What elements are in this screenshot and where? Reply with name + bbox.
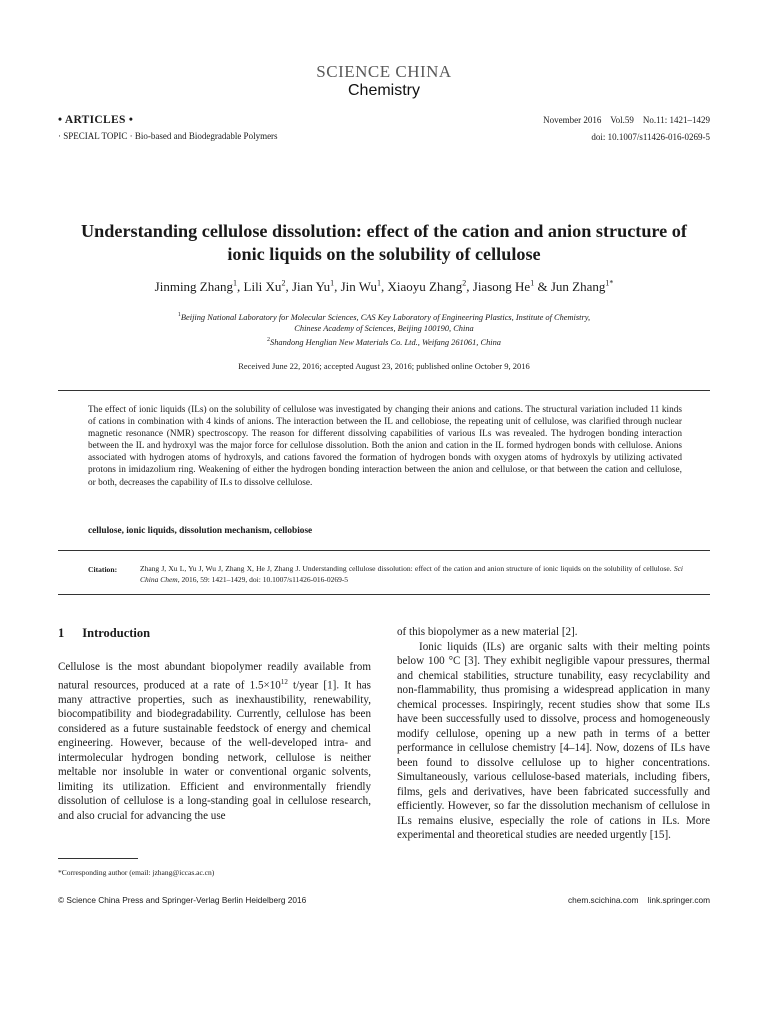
article-category: • ARTICLES • bbox=[58, 114, 134, 126]
paragraph: Cellulose is the most abundant biopolymer readily available from natural resources, produced at a rate of $1.5\times 10^{12}$ t/year [1]. It has many attractive properties, such as inexhaustibility, renewability, biocompatibility and biodegradability. Currently, cellulose has been considered as a future sustainable feedstock of energy and chemical engineering. However, because of the well-developed intra- and intermolecular hydrogen bonding network, cellulose is neither meltable nor insoluble in water or conventional organic solvents, limiting its utilization. Efficient and environmentally friendly dissolution of cellulose is a long-standing goal in cellulose research, and also crucial for advancing the use bbox=[58, 661, 371, 822]
author-list bbox=[60, 279, 708, 295]
special-topic: · SPECIAL TOPIC · Bio-based and Biodegradable Polymers bbox=[58, 131, 278, 141]
paragraph: of this biopolymer as a new material [2]. bbox=[397, 626, 578, 638]
journal-section: Chemistry bbox=[347, 82, 420, 99]
footnote-divider bbox=[58, 858, 138, 859]
divider bbox=[58, 390, 710, 391]
left-column-text bbox=[58, 660, 371, 823]
doi: doi: 10.1007/s11426-016-0269-5 bbox=[591, 132, 710, 142]
author: Jiasong He$^1$ & bbox=[472, 279, 551, 295]
affiliation-1: $^1$Beijing National Laboratory for Molecular Sciences, CAS Key Laboratory of Engineering Plastics, Institute of Chemistry, Chinese Academy of Sciences, Beijing 100190, China bbox=[177, 312, 591, 333]
section-heading: 1 Introduction bbox=[58, 626, 151, 640]
citation-text: Zhang J, Xu L, Yu J, Wu J, Zhang X, He J, Zhang J. Understanding cellulose dissolution: effect of the cation and anion structure of ionic liquids on the solubility of cellulose. Sci China Chem, 2016, 59: 1421–1429, doi: 10.1007/s11426-016-0269-5 bbox=[140, 564, 683, 584]
author: Jinming Zhang$^1$, bbox=[154, 279, 244, 295]
issue-info: November 2016 Vol.59 No.11: 1421–1429 bbox=[543, 115, 710, 125]
author: Jun Zhang$^{1*}$ bbox=[550, 279, 614, 295]
affiliation-2: $^2$Shandong Henglian New Materials Co. Ltd., Weifang 261061, China bbox=[267, 337, 501, 347]
author: Lili Xu$^2$, bbox=[243, 279, 292, 295]
footer-websites: chem.scichina.com link.springer.com bbox=[567, 895, 710, 905]
divider bbox=[58, 550, 710, 551]
article-title: Understanding cellulose dissolution: effect of the cation and anion structure of ionic liquids on the solubility of cellulose bbox=[81, 221, 687, 264]
received-dates: Received June 22, 2016; accepted August 23, 2016; published online October 9, 2016 bbox=[238, 361, 530, 371]
paragraph: Ionic liquids (ILs) are organic salts with their melting points below 100 °C [3]. They exhibit negligible vapour pressures, thermal and chemical stabilities, structure tunability, easy recyclability and non-flammability, thus promising a widespread application in many chemical processes. Inspiringly, recent studies show that some ILs have been successfully used to dissolve, process and homogeneously modify cellulose, opening up a new path in terms of a better performance in cellulose chemistry [4–14]. Now, dozens of ILs have been found to dissolve cellulose up to higher concentrations. Simultaneously, various cellulose-based materials, including fibers, films, gels and derivatives, have been fabricated successfully and efficiently. However, so far the dissolution mechanism of cellulose in ILs remains elusive, especially the role of cations in ILs. More experimental and theoretical studies are needed urgently [15]. bbox=[397, 640, 710, 841]
right-column-text bbox=[397, 625, 710, 843]
author: Xiaoyu Zhang$^2$, bbox=[387, 279, 473, 295]
corresponding-author-footnote: *Corresponding author (email: jzhang@iccas.ac.cn) bbox=[58, 868, 215, 877]
abstract: The effect of ionic liquids (ILs) on the solubility of cellulose was investigated by changing their anions and cations. The structural variation included 11 kinds of cations in combination with 4 kinds of anions. The interaction between the IL and cellobiose, the repeating unit of cellulose, was clarified through nuclear magnetic resonance (NMR) spectroscopy. The reason for different dissolving capabilities of various ILs was revealed. The hydrogen bonding interaction between the IL and hydroxyl was the major force for cellulose dissolution. Both the anion and cation in the IL formed hydrogen bonds with cellulose. Anions associated with hydrogen atoms of hydroxyls, and cations favored the formation of hydrogen bonds with oxygen atoms of hydroxyls by utilizing activated protons in imidazolium ring. Weakening of either the hydrogen bonding interaction between the anion and cellulose, or that between the cation and cellulose, or both, decreases the capability of ILs to dissolve cellulose. bbox=[88, 405, 682, 488]
author: Jian Yu$^1$, bbox=[291, 279, 341, 295]
keywords: cellulose, ionic liquids, dissolution mechanism, cellobiose bbox=[88, 526, 313, 536]
citation-label: Citation: bbox=[88, 565, 118, 574]
divider bbox=[58, 594, 710, 595]
copyright: © Science China Press and Springer-Verlag Berlin Heidelberg 2016 bbox=[58, 895, 307, 905]
journal-name: SCIENCE CHINA bbox=[316, 62, 452, 81]
author: Jin Wu$^1$, bbox=[340, 279, 388, 295]
